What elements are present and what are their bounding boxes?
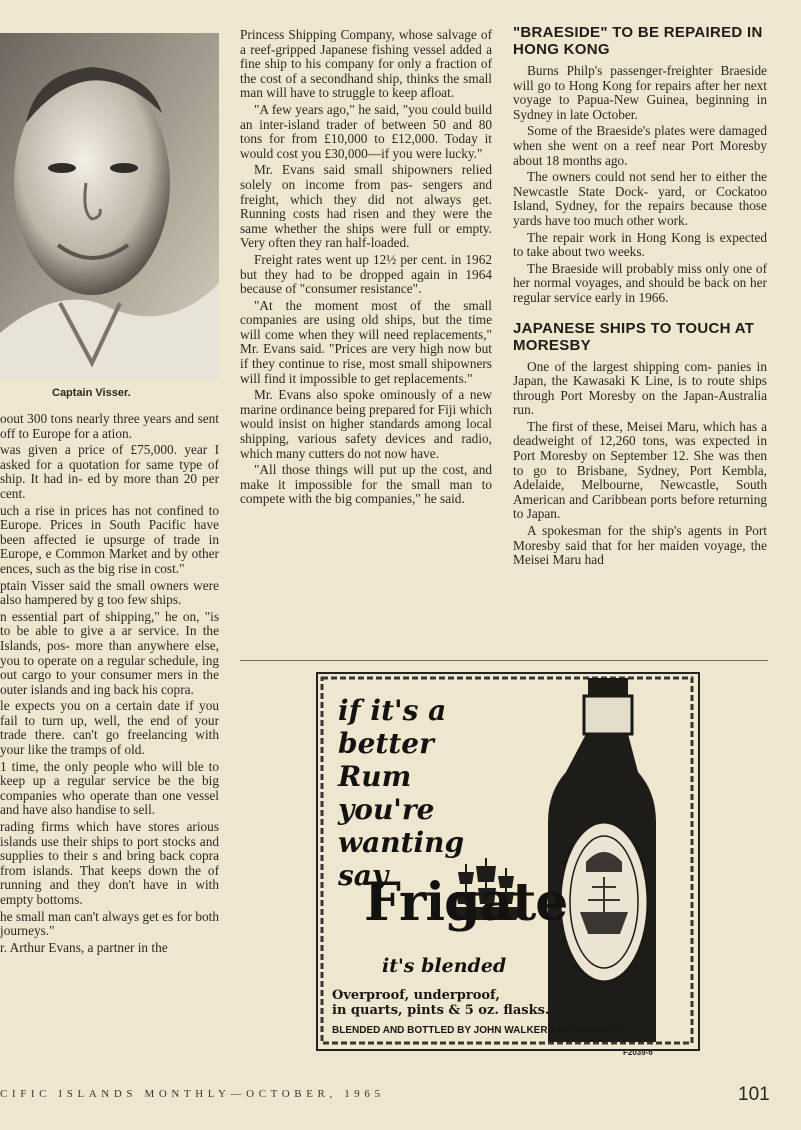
publication-footer: CIFIC ISLANDS MONTHLY—OCTOBER, 1965 — [0, 1088, 385, 1100]
paragraph: The owners could not send her to either the Newcastle State Dock- yard, or Cockatoo Island, Sydney, for the repairs because those yards have too much other work. — [513, 169, 767, 228]
paragraph: The repair work in Hong Kong is expected to take about two weeks. — [513, 229, 767, 260]
frigate-rum-advert — [316, 672, 698, 1057]
paragraph: 1 time, the only people who will ble to keep up a regular service be the big companies who operate than one vessel and have also handise to sell. — [0, 758, 219, 818]
paragraph: The Braeside will probably miss only one of her normal voyages, and should be back on her regular service early in 1966. — [513, 260, 767, 305]
paragraph: A spokesman for the ship's agents in Port Moresby said that for her maiden voyage, the Meisei Maru had — [513, 523, 767, 568]
portrait-image — [0, 33, 219, 380]
japanese-ships-headline: JAPANESE SHIPS TO TOUCH AT MORESBY — [513, 319, 755, 354]
slogan-line: if it's a — [338, 694, 447, 727]
advert-bottler: BLENDED AND BOTTLED BY JOHN WALKER AND SONS LTD. — [332, 1025, 628, 1036]
paragraph: le expects you on a certain date if you fail to turn up, well, the end of your trade there. can't go freelancing with your like the tramps of old. — [0, 698, 219, 758]
paragraph: oout 300 tons nearly three years and sent off to Europe for a ation. — [0, 412, 219, 441]
rum-bottle-icon — [548, 678, 656, 1042]
paragraph: n essential part of shipping," he on, "is to be able to give a ar service. In the Islands, pos- more than anywhere else, you to operate on a regular schedule, ing out cargo to your consumer mers in the outer islands and ing back his copra. — [0, 608, 219, 697]
paragraph: Some of the Braeside's plates were damaged when she went on a reef near Port Moresby about 18 months ago. — [513, 123, 767, 168]
proof-line: Overproof, underproof, — [332, 988, 500, 1003]
paragraph: "At the moment most of the small companies are using old ships, but the time will come when they will need replacements," Mr. Evans said. "Prices are very high now but if they continue to rise, most small shipowners will find it impossible to get replacements." — [240, 297, 492, 386]
advert-proof-text — [332, 988, 549, 1018]
paragraph: ptain Visser said the small owners were also hampered by g too few ships. — [0, 577, 219, 608]
slogan-line: you're — [338, 793, 435, 826]
slogan-line: better — [338, 727, 434, 760]
advert-code: F2039-6 — [623, 1048, 653, 1057]
proof-line: in quarts, pints & 5 oz. flasks. — [332, 1003, 550, 1018]
photo-caption: Captain Visser. — [52, 387, 131, 399]
paragraph: "A few years ago," he said, "you could build an inter-island trader of between 50 and 80 tons for from £10,000 to £12,000. Today it would cost you £30,000—if you were lucky." — [240, 101, 492, 161]
paragraph: Mr. Evans also spoke ominously of a new marine ordinance being prepared for Fiji which would insist on higher standards among local shipping, various safety devices and radio, which many cutters do not now have. — [240, 387, 492, 461]
slogan-line: Rum — [338, 760, 412, 793]
paragraph: One of the largest shipping com- panies in Japan, the Kawasaki K Line, is to route ships through Port Moresby on the Japan-Australia run. — [513, 358, 767, 418]
paragraph: he small man can't always get es for both journeys." — [0, 908, 219, 939]
brand-name: Frigate — [364, 872, 568, 933]
paragraph: r. Arthur Evans, a partner in the — [0, 939, 168, 955]
paragraph: "All those things will put up the cost, and make it impossible for the small man to compete with the big companies," he said. — [240, 462, 492, 507]
advert-slogan — [338, 694, 464, 892]
paragraph: was given a price of £75,000. year I asked for a quotation for same type of ship. It had in- ed by more than 20 per cent. — [0, 442, 219, 501]
slogan-line: say — [338, 859, 389, 892]
right-column — [513, 24, 767, 570]
left-column — [0, 412, 219, 957]
middle-column — [240, 28, 492, 509]
section-divider — [240, 660, 768, 661]
paragraph: Princess Shipping Company, whose salvage of a reef-gripped Japanese fishing vessel added a fine ship to his company for only a fraction of the cost of a secondhand ship, thinks the small man will have to struggle to keep afloat. — [240, 27, 492, 101]
paragraph: rading firms which have stores arious islands use their ships to port stocks and supplies to their s and bring back copra from islands. That keeps down the of running and they don't have in with empty bottoms. — [0, 819, 219, 907]
braeside-headline: "BRAESIDE" TO BE REPAIRED IN HONG KONG — [513, 24, 763, 58]
paragraph: Mr. Evans said small shipowners relied solely on income from pas- sengers and freight, which they did not always get. Running costs had risen and they were the same whether the ships were full or empty. Very often they ran half-loaded. — [240, 162, 492, 251]
advert-tagline: it's blended — [382, 955, 507, 977]
paragraph: uch a rise in prices has not confined to Europe. Prices in South Pacific have been affected ie upsurge of trade in Europe, e Common Market and by other ences, such as the big rise in cost." — [0, 502, 219, 576]
paragraph: Burns Philp's passenger-freighter Braeside will go to Hong Kong for repairs after her next voyage to Papua-New Guinea, beginning in Sydney in late October. — [513, 63, 767, 122]
captain-visser-photo — [0, 33, 219, 380]
paragraph: Freight rates went up 12½ per cent. in 1962 but they had to be dropped again in 1964 because of "consumer resistance". — [240, 251, 492, 297]
page-number: 101 — [738, 1084, 770, 1105]
paragraph: The first of these, Meisei Maru, which has a deadweight of 12,260 tons, was expected in Port Moresby on September 12. She was then to go to Brisbane, Sydney, Port Kembla, Adelaide, Melbourne, Newcastle, South American and Caribbean ports before returning to Japan. — [513, 418, 767, 522]
slogan-line: wanting — [338, 826, 465, 859]
